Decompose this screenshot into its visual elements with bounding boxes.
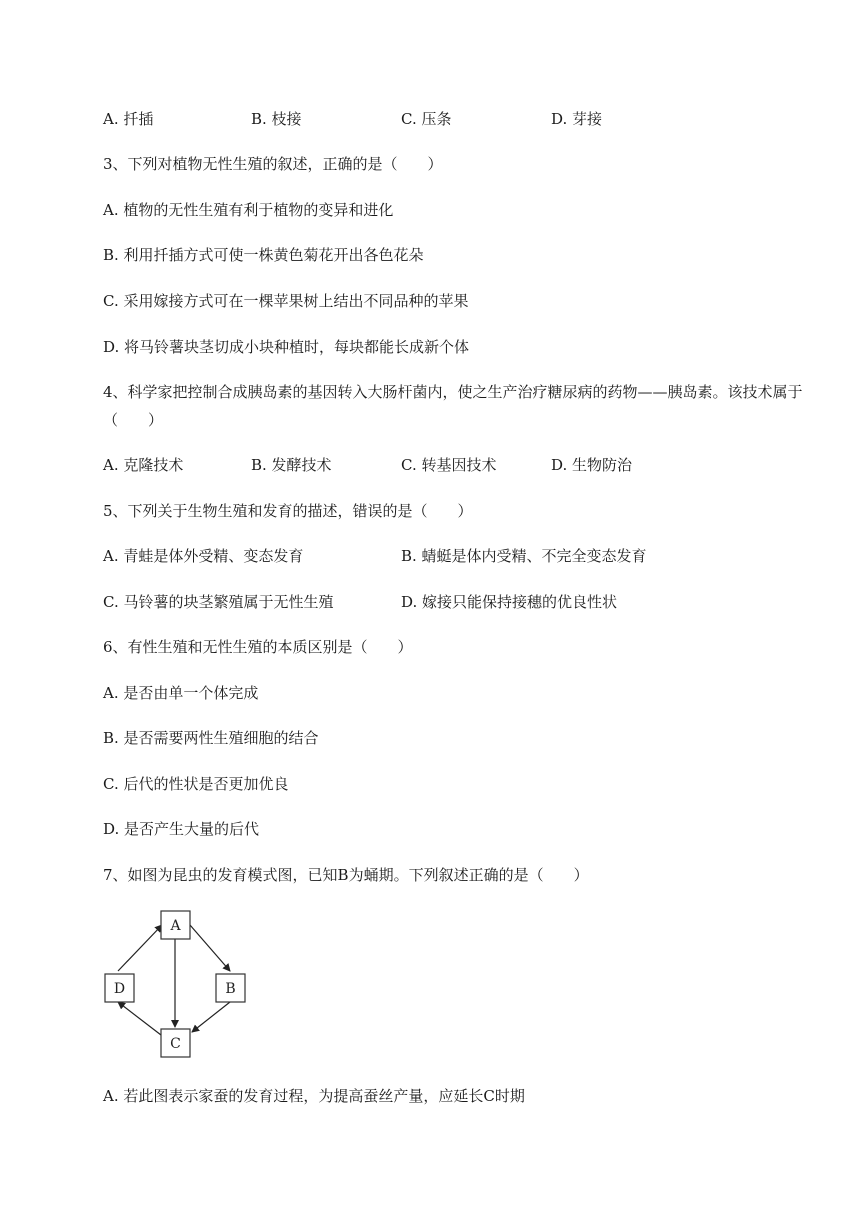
q7-option-a: A. 若此图表示家蚕的发育过程，为提高蚕丝产量，应延长C时期: [103, 1087, 525, 1105]
q3-option-a: A. 植物的无性生殖有利于植物的变异和进化: [103, 201, 394, 219]
q6-option-b: B. 是否需要两性生殖细胞的结合: [103, 729, 319, 747]
q7-stem: 7、如图为昆虫的发育模式图，已知B为蛹期。下列叙述正确的是（ ）: [103, 866, 589, 884]
q6-option-a: A. 是否由单一个体完成: [103, 684, 259, 702]
q2-option-c: C. 压条: [401, 110, 452, 128]
q2-option-d: D. 芽接: [551, 110, 603, 128]
q5-option-c: C. 马铃薯的块茎繁殖属于无性生殖: [103, 593, 334, 611]
q4-option-d: D. 生物防治: [551, 456, 633, 474]
stage-d-label: D: [113, 981, 126, 997]
q5-stem: 5、下列关于生物生殖和发育的描述，错误的是（ ）: [103, 502, 473, 520]
q5-option-a: A. 青蛙是体外受精、变态发育: [103, 547, 304, 565]
q3-option-d: D. 将马铃薯块茎切成小块种植时，每块都能长成新个体: [103, 338, 470, 356]
stage-b-label: B: [225, 981, 236, 997]
q4-option-b: B. 发酵技术: [251, 456, 332, 474]
q4-stem: 4、科学家把控制合成胰岛素的基因转入大肠杆菌内，使之生产治疗糖尿病的药物——胰岛素。该技术属于（ ）: [103, 383, 803, 429]
arrow-a-to-b: [190, 925, 230, 971]
arrow-d-to-a: [118, 925, 162, 971]
stage-c-label: C: [170, 1036, 181, 1052]
arrow-c-to-d: [118, 1002, 161, 1035]
insect-development-diagram: [100, 905, 252, 1060]
q3-option-b: B. 利用扦插方式可使一株黄色菊花开出各色花朵: [103, 246, 424, 264]
q6-option-c: C. 后代的性状是否更加优良: [103, 775, 289, 793]
q6-option-d: D. 是否产生大量的后代: [103, 820, 260, 838]
stage-a-label: A: [170, 918, 181, 934]
arrow-b-to-c: [192, 1002, 230, 1032]
q4-option-a: A. 克隆技术: [103, 456, 184, 474]
q2-option-a: A. 扦插: [103, 110, 154, 128]
q3-option-c: C. 采用嫁接方式可在一棵苹果树上结出不同品种的苹果: [103, 292, 469, 310]
q6-stem: 6、有性生殖和无性生殖的本质区别是（ ）: [103, 638, 413, 656]
q2-option-b: B. 枝接: [251, 110, 302, 128]
q4-option-c: C. 转基因技术: [401, 456, 497, 474]
q5-option-d: D. 嫁接只能保持接穗的优良性状: [401, 593, 618, 611]
q5-option-b: B. 蜻蜓是体内受精、不完全变态发育: [401, 547, 647, 565]
q3-stem: 3、下列对植物无性生殖的叙述，正确的是（ ）: [103, 155, 443, 173]
